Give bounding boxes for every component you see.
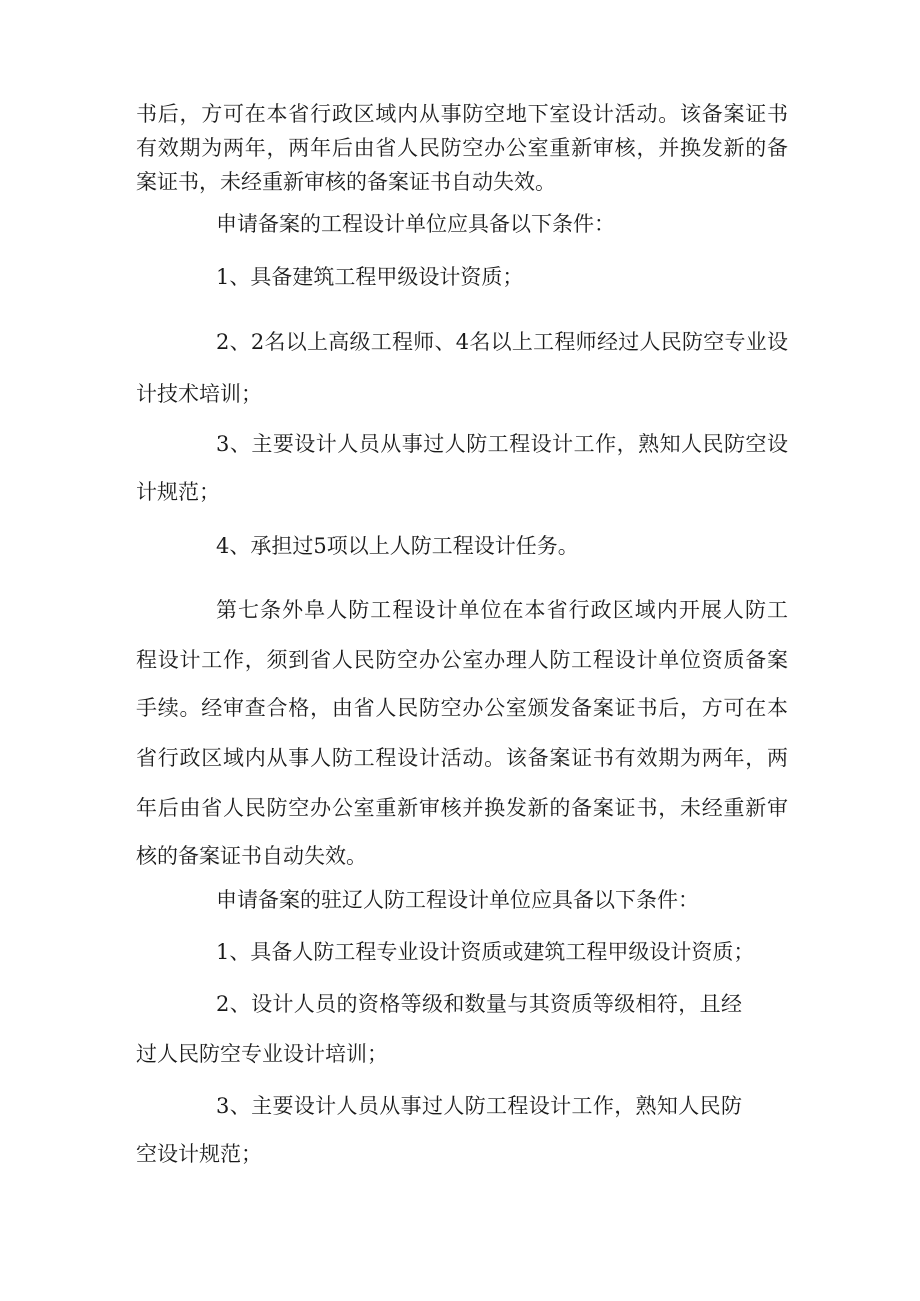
paragraph-line: 第七条外阜人防工程设计单位在本省行政区域内开展人防工 — [216, 598, 788, 622]
paragraph-line: 书后，方可在本省行政区域内从事防空地下室设计活动。该备案证书 — [136, 102, 788, 126]
paragraph-line: 手续。经审查合格，由省人民防空办公室颁发备案证书后，方可在本 — [136, 696, 788, 720]
list-item: 3、主要设计人员从事过人防工程设计工作，熟知人民防 — [216, 1094, 742, 1118]
list-item-continuation: 过人民防空专业设计培训； — [136, 1042, 388, 1066]
paragraph-line: 有效期为两年，两年后由省人民防空办公室重新审核，并换发新的备 — [136, 136, 788, 160]
list-item: 4、承担过5项以上人防工程设计任务。 — [216, 534, 579, 558]
list-item-continuation: 计技术培训； — [136, 382, 262, 406]
list-item: 3、主要设计人员从事过人防工程设计工作，熟知人民防空设 — [216, 432, 788, 456]
list-heading: 申请备案的工程设计单位应具备以下条件： — [216, 212, 615, 236]
paragraph-line: 核的备案证书自动失效。 — [136, 844, 367, 868]
list-item: 1、具备人防工程专业设计资质或建筑工程甲级设计资质； — [216, 940, 755, 964]
list-item-continuation: 计规范； — [136, 480, 220, 504]
paragraph-line: 年后由省人民防空办公室重新审核并换发新的备案证书，未经重新审 — [136, 796, 788, 820]
list-heading: 申请备案的驻辽人防工程设计单位应具备以下条件： — [216, 888, 699, 912]
list-item-continuation: 空设计规范； — [136, 1142, 262, 1166]
paragraph-line: 案证书，未经重新审核的备案证书自动失效。 — [136, 170, 556, 194]
list-item: 1、具备建筑工程甲级设计资质； — [216, 265, 524, 289]
paragraph-line: 省行政区域内从事人防工程设计活动。该备案证书有效期为两年，两 — [136, 746, 788, 770]
list-item: 2、2名以上高级工程师、4名以上工程师经过人民防空专业设 — [216, 330, 788, 354]
paragraph-line: 程设计工作，须到省人民防空办公室办理人防工程设计单位资质备案 — [136, 648, 788, 672]
list-item: 2、设计人员的资格等级和数量与其资质等级相符，且经 — [216, 992, 742, 1016]
